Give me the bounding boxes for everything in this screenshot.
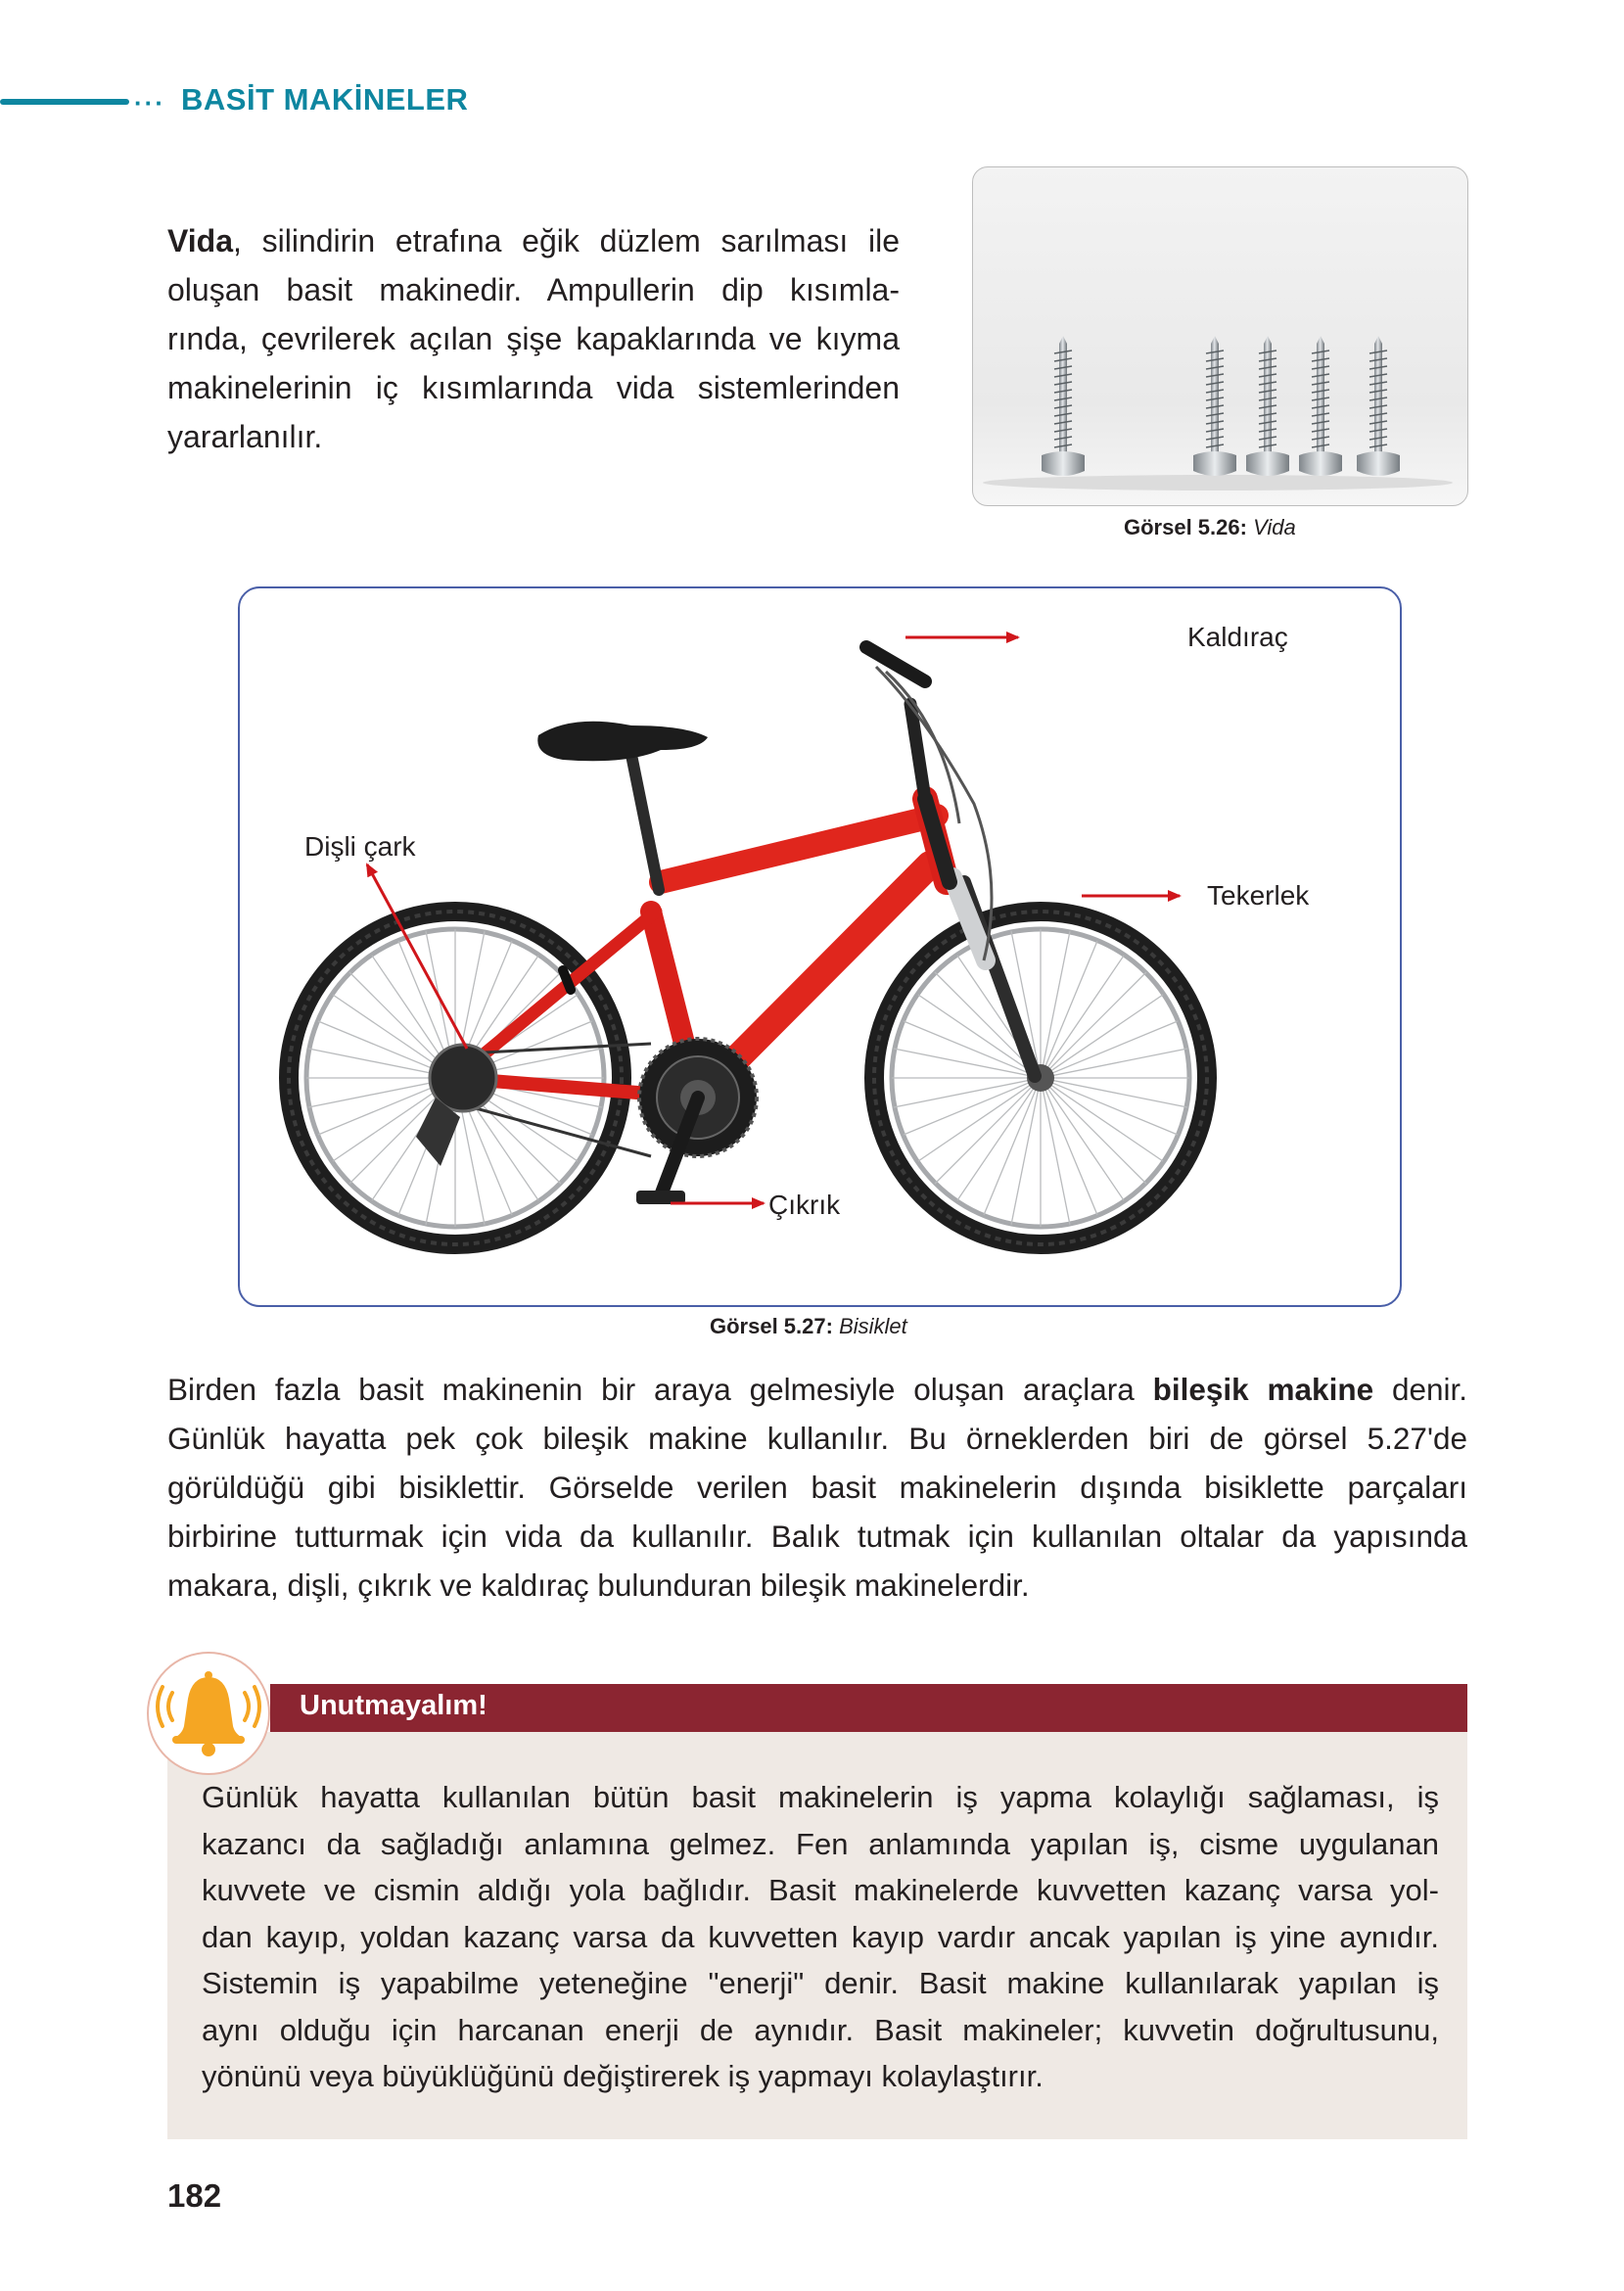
intro-paragraph <box>167 216 900 461</box>
screw-caption <box>1124 515 1296 540</box>
compound-term: bileşik makine <box>1152 1372 1374 1407</box>
note-line-4: dan kayıp, yoldan kazanç varsa da kuvvetten kayıp vardır ancak yapılan iş yine aynıdır. <box>202 1919 1439 1954</box>
compound-line-3: görüldüğü gibi bisiklettir. Görselde verilen basit makinelerin dışında bisiklette parçaları <box>167 1470 1467 1505</box>
screw-icon-1 <box>1042 336 1085 476</box>
compound-line-4: birbirine tutturmak için vida da kullanılır. Balık tutmak için kullanılan oltalar da yapısında <box>167 1519 1467 1554</box>
bell-icon <box>149 1654 268 1773</box>
compound-line-2: Günlük hayatta pek çok bileşik makine kullanılır. Bu örneklerden biri de görsel 5.27'de <box>167 1421 1467 1456</box>
screw-caption-label: Görsel 5.26: <box>1124 515 1247 539</box>
intro-line-3: rında, çevrilerek açılan şişe kapaklarında ve kıyma <box>167 321 900 356</box>
screw-photo <box>972 166 1468 506</box>
screw-icon-5 <box>1357 336 1400 476</box>
bicycle-figure <box>238 586 1402 1307</box>
label-gear: Dişli çark <box>304 831 416 862</box>
note-line-1: Günlük hayatta kullanılan bütün basit makinelerin iş yapma kolaylığı sağlaması, iş <box>202 1780 1439 1814</box>
compound-line-5: makara, dişli, çıkrık ve kaldıraç bulunduran bileşik makinelerdir. <box>167 1567 1030 1603</box>
bike-caption-title: Bisiklet <box>839 1314 907 1338</box>
note-text <box>202 1774 1439 2100</box>
header-rule <box>0 99 129 105</box>
intro-line-5: yararlanılır. <box>167 419 323 454</box>
bike-saddle <box>537 722 708 890</box>
compound-line-1a: Birden fazla basit makinenin bir araya gelmesiyle oluşan araçlara <box>167 1372 1153 1407</box>
note-line-2: kazancı da sağladığı anlamına gelmez. Fen anlamında yapılan iş, cisme uygulanan <box>202 1826 1439 1861</box>
page-number: 182 <box>167 2177 222 2214</box>
intro-line-2: oluşan basit makinedir. Ampullerin dip kısımla- <box>167 272 900 307</box>
intro-line-4: makinelerinin iç kısımlarında vida sistemlerinden <box>167 370 900 405</box>
screw-icon-3 <box>1246 336 1289 476</box>
screw-icon-4 <box>1299 336 1342 476</box>
intro-line-1: , silindirin etrafına eğik düzlem sarılması ile <box>233 223 900 258</box>
screw-icon-2 <box>1193 336 1236 476</box>
bike-caption-label: Görsel 5.27: <box>710 1314 833 1338</box>
bike-caption <box>710 1314 907 1339</box>
compound-line-1b: denir. <box>1373 1372 1468 1407</box>
label-lever: Kaldıraç <box>1187 622 1288 652</box>
screws-illustration <box>973 167 1467 505</box>
label-wheel: Tekerlek <box>1207 880 1310 911</box>
screw-caption-title: Vida <box>1253 515 1296 539</box>
note-line-3: kuvvete ve cismin aldığı yola bağlıdır. Basit makinelerde kuvvetten kazanç varsa yol- <box>202 1873 1439 1907</box>
bell-badge <box>147 1652 270 1775</box>
note-title: Unutmayalım! <box>300 1690 487 1721</box>
compound-paragraph <box>167 1365 1467 1610</box>
note-line-7: yönünü veya büyüklüğünü değiştirerek iş yapmayı kolaylaştırır. <box>202 2059 1044 2093</box>
note-line-5: Sistemin iş yapabilme yeteneğine "enerji" denir. Basit makine kullanılarak yapılan iş <box>202 1966 1439 2000</box>
intro-term: Vida <box>167 223 233 258</box>
header-dots: ··· <box>134 88 165 117</box>
chapter-title: BASİT MAKİNELER <box>181 82 469 117</box>
note-line-6: aynı olduğu için harcanan enerji de aynıdır. Basit makineler; kuvvetin doğrultusunu, <box>202 2012 1439 2047</box>
label-winch: Çıkrık <box>768 1190 841 1220</box>
